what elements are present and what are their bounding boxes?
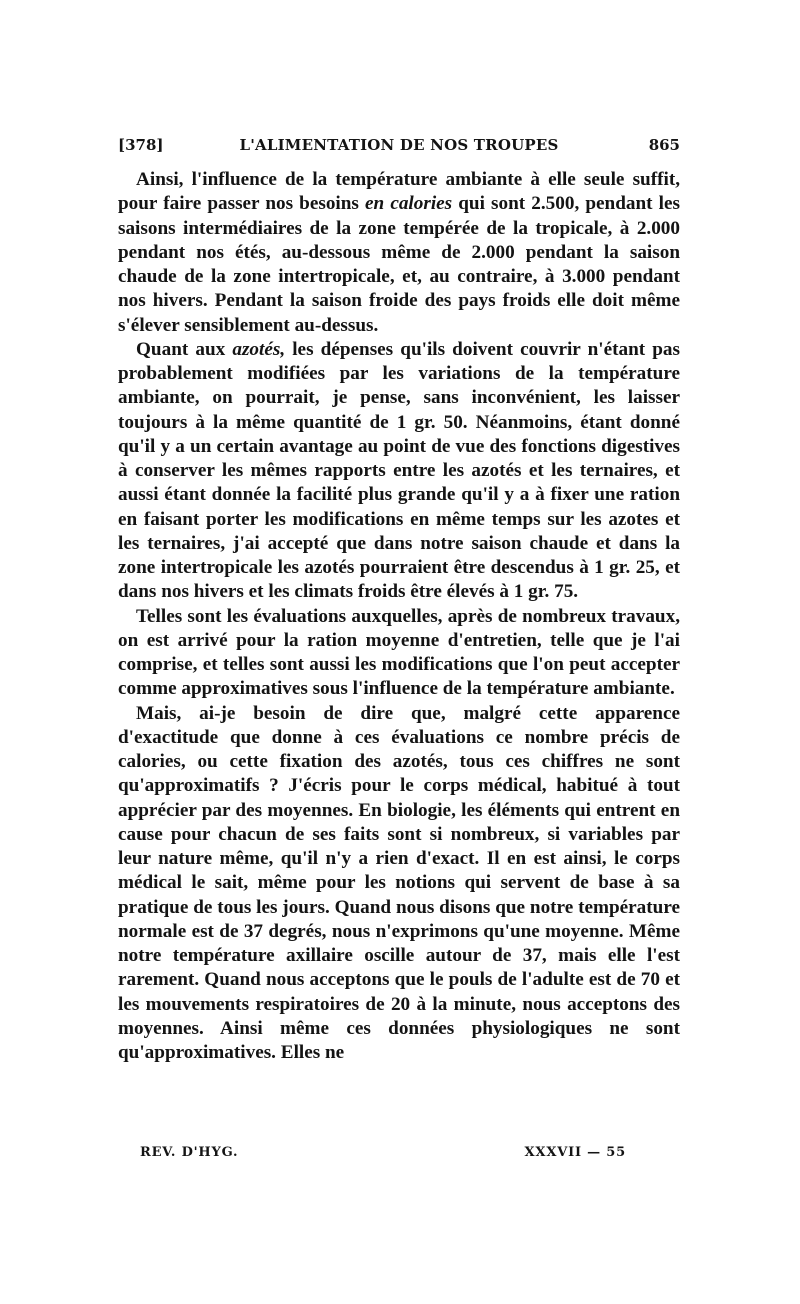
body-text (118, 168, 680, 1065)
running-header (118, 136, 680, 160)
paragraph-2 (118, 338, 680, 605)
journal-abbreviation: REV. D'HYG. (140, 1145, 239, 1160)
page-footer (140, 1145, 626, 1167)
paragraph-1-emphasis: en calories (365, 193, 453, 215)
paragraph-2-text-b: les dépenses qu'ils doivent couvrir n'étant pas probablement modifiées par les variations de la température ambiante, on pourrait, je pense, sans inconvénient, les laisser toujours à la même quantité de 1 gr. 50. Néanmoins, étant donné qu'il y a un certain avantage au point de vue des fonctions digestives à conserver les mêmes rapports entre les azotés et les ternaires, et aussi étant donnée la facilité plus grande qu'il y a à fixer une ration en faisant porter les modifications en même temps sur les azotes et les ternaires, j'ai accepté que dans notre saison chaude et dans la zone intertropicale les azotés pourraient être descendus à 1 gr. 25, et dans nos hivers et les climats froids être élevés à 1 gr. 75. (118, 338, 680, 603)
paragraph-2-text-a: Quant aux (136, 338, 233, 360)
running-title: L'ALIMENTATION DE NOS TROUPES (239, 136, 559, 154)
page-number: 865 (648, 136, 680, 154)
paragraph-1-text-a: Ainsi, l'influence de la température ambiante à elle seule suffit, pour faire passer nos besoins (118, 169, 680, 215)
paragraph-1-text-b: qui sont 2.500, pendant les saisons intermédiaires de la zone tempérée de la tropicale, à 2.000 pendant nos étés, au-dessous même de 2.000 pendant la saison chaude de la zone intertropicale, et, au contraire, à 3.000 pendant nos hivers. Pendant la saison froide des pays froids elle doit même s'élever sensiblement au-dessus. (118, 193, 680, 336)
section-marker: [378] (118, 136, 164, 154)
paragraph-2-emphasis: azotés, (232, 338, 286, 360)
paragraph-4: Mais, ai-je besoin de dire que, malgré cette apparence d'exactitude que donne à ces évaluations ce nombre précis de calories, ou cette fixation des azotés, tous ces chiffres ne sont qu'approximatifs ? J'écris pour le corps médical, habitué à tout apprécier par des moyennes. En biologie, les éléments qui entrent en cause pour chacun de ses faits sont si nombreux, si variables par leur nature même, qu'il n'y a rien d'exact. Il en est ainsi, le corps médical le sait, même pour les notions qui servent de base à sa pratique de tous les jours. Quand nous disons que notre température normale est de 37 degrés, nous n'exprimons qu'une moyenne. Même notre température axillaire oscille autour de 37, mais elle l'est rarement. Quand nous acceptons que le pouls de l'adulte est de 70 et les mouvements respiratoires de 20 à la minute, nous acceptons des moyennes. Ainsi même ces données physiologiques ne sont qu'approximatives. Elles ne (118, 702, 680, 1063)
signature-mark: XXXVII — 55 (524, 1145, 626, 1160)
paragraph-1 (118, 168, 680, 338)
paragraph-3: Telles sont les évaluations auxquelles, après de nombreux travaux, on est arrivé pour la ration moyenne d'entretien, telle que je l'ai comprise, et telles sont aussi les modifications que l'on peut accepter comme approximatives sous l'influence de la température ambiante. (118, 605, 680, 700)
